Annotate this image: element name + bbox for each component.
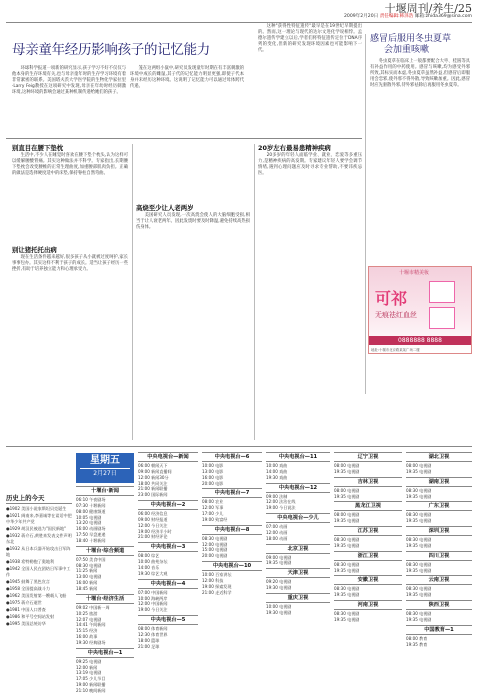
tv-program-row: 08:00 体育新闻 [138,626,168,632]
article-4: 20岁左右最易患精神疾病 20多岁的年轻人面临学业、就业、恋爱等多重压力,是精神疾病的高发期。专家建议年轻人要学会调节情绪,遇到心理问题应及时寻求专业帮助,不要讳疾忌医。 [258,144,362,176]
tv-program-row: 19:35 电视剧 [406,468,432,474]
section-rule [6,138,362,139]
tv-channel-name: 天津卫视 [266,568,330,578]
tv-program-row: 21:10 晚间新闻 [76,687,106,693]
lead-col-2: 笼在这两组小鼠中,研究员发现童年时期在有丰富刺激的环境中成长的雌鼠,其子代的记忆能力明显更强,即使子代本身并未经历这种环境。这说明了记忆能力可以通过母体跨代传递。 [130,66,244,89]
tv-channel-name: 安徽卫视 [334,575,402,585]
tv-program-row: 19:35 电视剧 [406,542,432,548]
tv-program-row: 15:00 电视剧 [202,547,228,553]
tv-program-row: 08:00 电视剧 [406,463,432,468]
tv-channel-name: 中央电视台—5 [138,615,198,625]
tv-program-row: 19:35 电视剧 [334,616,360,622]
tv-channel-name: 中央电视台—11 [266,452,330,462]
column-divider [254,144,255,440]
tv-channel-name: 北京卫视 [266,544,330,554]
tv-program-row: 08:30 电视剧 [406,561,432,567]
tv-program-row: 08:30 电视剧 [334,586,360,592]
tv-program-row: 07:30 十堰新闻 [76,502,106,508]
tv-program-row: 19:35 电视剧 [406,592,432,598]
lead-col-3: 这种"获得性特征遗传"最早是在19世纪早期提出的。然而,这一理论与现代的达尔文进化学说相悖。孟德尔遗传学建立以后,学者们将特征遗传定位于DNA序列的变化,但新的研究发现环境因素也可能影响下一代。 [258,24,362,53]
tv-program-row: 18:00 共同关注 [138,480,168,486]
tv-channel-name: 中央电视台—3 [138,542,198,552]
tv-listing-col-6 [406,450,472,690]
tv-channel-name: 广东卫视 [406,501,472,511]
tv-program-row: 08:00 电视剧 [334,512,360,518]
history-list [6,506,72,627]
article-3: 高烧至少让人老两岁 美国研究人员发现,一次高烧会使人的大脑细胞受损,相当于让人衰老两年。因此发烧时要及时降温,避免持续高热损伤身体。 [136,204,250,230]
tv-program-row: 06:00 朝闻天下 [138,463,168,468]
article-title: 高烧至少让人老两岁 [136,204,194,212]
tv-program-row: 17:00 少儿 [202,511,224,517]
tv-program-row: 19:35 电视剧 [334,592,360,598]
tv-listing-col-4 [266,450,330,690]
tv-program-row: 19:35 教育 [406,641,428,647]
sidebar-title-2: 会加重咳嗽 [384,45,430,55]
tv-channel-name: 中央电视台—4 [138,579,198,589]
tv-program-row: 18:45 新闻 [76,585,98,591]
tv-program-row: 19:35 电视剧 [334,493,360,499]
tv-program-row: 10:00 曲苑杂坛 [138,559,168,565]
tv-program-row: 12:00 科技 [202,577,224,583]
editor-email: 邮箱:zhida369@sina.com [414,14,472,19]
article-title: 别直目在腰下垫枕 [12,144,64,152]
article-title: 20岁左右最易患精神疾病 [258,144,331,152]
tv-program-row: 08:00 综艺 [138,553,160,559]
tv-program-row: 10:00 百家讲坛 [202,572,232,578]
history-item: ●1986 和平号空间站发射 [6,614,55,619]
tv-program-row: 19:35 电视剧 [334,468,360,474]
tv-channel-name: 十堰台·经济生活 [76,594,134,604]
history-title: 历史上的今天 [6,494,72,504]
tv-program-row: 19:35 电视剧 [406,493,432,499]
tv-program-row: 21:00 新闻联播 [138,486,168,492]
tv-program-row: 12:00 法治在线 [266,499,296,505]
page-header [0,0,478,22]
tv-program-row: 08:30 电视剧 [334,537,360,543]
ad-photo [429,281,455,303]
tv-channel-name: 十堰台·综合频道 [76,546,134,556]
tv-channel-name: 中央电视台—12 [266,483,330,493]
ad-photo [429,307,455,329]
tv-program-row: 08:30 电视剧 [406,586,432,592]
tv-program-row: 19:35 电视剧 [334,567,360,573]
tv-channel-name: 中央电视台—10 [202,561,262,571]
tv-program-row: 12:00 新闻30分 [138,474,169,480]
tv-program-row: 18:40 十堰新闻 [76,537,106,543]
tv-program-row: 08:30 电视剧 [76,562,102,568]
beauty-advertisement [368,266,472,354]
article-title: 别让猪托托出病 [12,246,57,254]
tv-program-row: 09:20 电视剧 [266,579,292,585]
tv-program-row: 13:20 电视剧 [76,520,102,526]
tv-program-row: 16:00 电影 [202,474,224,480]
tv-channel-name: 中央电视台—1 [76,648,134,658]
article-1: 别直目在腰下垫枕 生活中,不少人在睡觉时喜欢在腰下垫个枕头,认为这样可以缓解腰酸背痛。其实这种做法并不科学。专家指出,长期腰下垫枕会改变腰椎的正常生理曲度,加重腰部肌肉负担。正确的做法是选择硬度适中的床垫,保持脊柱自然弯曲。 [12,144,128,176]
history-item: ●1995 美国总统访华 [6,621,46,626]
tv-program-row: 12:00 新闻 [76,664,98,670]
tv-program-row: 19:35 电视剧 [266,560,292,566]
tv-program-row: 19:00 探索发现 [202,583,232,589]
tv-program-row: 19:35 电视剧 [334,542,360,548]
editor-label: 责任编辑:韩泽浩 [379,14,414,19]
ad-subheadline: 无痕祛红血丝 [375,311,417,319]
tv-program-row: 19:35 电视剧 [406,567,432,573]
tv-program-row: 12:00 中国新闻 [138,601,168,607]
tv-channel-name: 云南卫视 [406,575,472,585]
column-divider [132,144,133,440]
history-today [6,494,72,689]
header-rule [6,22,472,23]
tv-program-row: 21:00 财经评论 [138,534,168,540]
tv-program-row: 21:00 走近科学 [202,589,232,595]
history-item: ●1932 蒋介石,黄胜来发表文件声明东北 [6,533,72,544]
tv-program-row: 19:35 电视剧 [334,518,360,524]
tv-program-row: 09:00 新闻直播间 [138,468,172,474]
header-meta [344,14,472,20]
tv-program-row: 10:00 海峡两岸 [138,595,168,601]
tv-program-row: 18:00 篮球 [138,637,160,643]
tv-channel-name: 中央电视台—少儿 [266,513,330,523]
history-item: ●1938 希特勒抱了奥地利 [6,559,55,564]
tv-program-row: 15:15 经济 [76,628,98,634]
tv-program-row: 09:00 财经报道 [138,516,168,522]
history-item: ●1932 从日本兵器开始攻击日军阵地 [6,546,71,557]
tv-program-row: 14:00 戏曲 [266,468,288,474]
tv-program-row: 12:00 电视剧 [202,541,228,547]
tv-channel-name: 辽宁卫视 [334,452,402,462]
tv-program-row: 19:00 经济半小时 [138,528,172,534]
tv-program-row: 07:00 中国新闻 [138,589,168,595]
tv-program-row: 08:30 电视剧 [406,537,432,543]
sidebar-body: 冬虫夏草在临床上一般都要配合大枣、桂圆等具有补益作用的中药使用。感冒与咳嗽,均为感受外邪所致,其标实而本虚,冬虫夏草虽然补益,但感冒后即服用会恋邪,使外邪不得外散,导致咳嗽加重。因此,感冒时应先驱散外邪,待外邪祛除后再服用冬虫夏草。 [370,59,470,88]
tv-channel-name: 重庆卫视 [266,593,330,603]
tv-channel-name: 十堰台·新闻 [76,486,134,496]
tv-program-row: 19:35 电视剧 [406,518,432,524]
tv-day-box [76,453,134,483]
sidebar-title-1: 感冒后服用冬虫夏草 [370,34,452,44]
tv-program-row: 19:30 经典剧场 [76,639,106,645]
tv-program-row: 10:00 电影 [202,463,224,468]
tv-listing-col-2 [138,450,198,690]
article-2: 别让猪托托出病 现在生活条件越来越好,很多孩子从小就被过度呵护,家长事事包办。其实这样不利于孩子的成长。适当让孩子经历一些挫折,有助于培养独立能力和心理承受力。 [12,246,129,272]
tv-channel-name: 湖南卫视 [406,477,472,487]
ad-phone: 0888888 8888 [369,336,471,345]
tv-program-row: 19:00 今日关注 [138,607,168,613]
tv-program-row: 13:00 电视剧 [76,574,102,580]
tv-channel-name: 四川卫视 [406,551,472,561]
tv-section-rule [6,446,472,447]
tv-program-row: 14:41 午间新闻 [76,622,106,628]
tv-program-row: 19:30 综艺大观 [138,570,168,576]
tv-program-row: 10:00 电视剧 [266,603,292,609]
history-item: ●1902 美国小说家斯坦贝克诞生 [6,506,67,511]
tv-program-row: 08:00 农业 [202,499,224,505]
issue-date: 2009年2月20日 [343,14,379,19]
history-item: ●1975 蒋介石逝世 [6,600,42,605]
tv-program-row: 11:25 新闻 [76,568,98,574]
history-item: ●1962 美国发射第一艘载人飞船 [6,593,67,598]
tv-program-row: 08:00 健康频道 [76,508,106,514]
tv-program-row: 17:05 少儿节目 [76,676,106,682]
tv-listing-col-3 [202,450,262,690]
tv-program-row: 08:00 教育 [406,635,428,641]
tv-program-row: 08:30 电视剧 [406,512,432,518]
tv-listing-col-5 [334,450,402,690]
tv-program-row: 08:00 电视剧 [334,487,360,493]
lead-col-1: 环球科学报道一项新的研究显示,孩子学习不好不仅仅与他本身的生存环境有关,也与母亲童年时的生存学习环境有着非常紧密的联系。美国塔夫茨大学医学院的生物化学家拉里·Larry Feig教授在这项研究中发现,母亲在年幼时经历刺激环境,这种环境的影响会通过某种机制传递给她们的孩子。 [12,66,126,95]
tv-program-row: 10:25 旅游 [76,610,98,616]
history-item: ●1921 闽南来,李嘉诚等在谈话中把中华少年共产党 [6,513,72,524]
tv-channel-name: 湖北卫视 [406,452,472,462]
tv-channel-name: 中央电视台—新闻 [138,452,198,462]
tv-program-row: 06:10 午夜剧场 [76,497,106,502]
tv-program-row: 12:07 电视剧 [76,616,102,622]
tv-program-row: 20:00 电视剧 [202,553,228,559]
tv-program-row: 12:00 动画 [266,529,288,535]
tv-program-row: 12:30 体育世界 [138,631,168,637]
tv-program-row: 19:00 致富经 [202,516,228,522]
tv-program-row: 07:50 美食中国 [76,556,106,562]
tv-channel-name: 中央电视台—2 [138,500,198,510]
tv-program-row: 08:30 电视剧 [406,611,432,617]
tv-program-row: 08:30 电视剧 [334,561,360,567]
tv-program-row: 21:00 足球 [138,643,160,649]
tv-channel-name: 深圳卫视 [406,526,472,536]
lead-headline: 母亲童年经历影响孩子的记忆能力 [12,42,210,58]
tv-channel-name: 中国教育—1 [406,625,472,635]
ad-address: 地址:十堰市北京路某某广场二楼 [371,347,420,352]
tv-listing-col-1 [76,484,134,693]
history-item: ●1942 全国人民在团结日军事中工作 [6,566,71,577]
tv-program-row: 13:19 电视剧 [76,670,102,676]
tv-program-row: 08:30 电视剧 [406,487,432,493]
tv-channel-name: 浙江卫视 [334,551,402,561]
tv-program-row: 20:00 电影 [202,480,224,486]
tv-program-row: 17:50 早盘速递 [76,532,106,538]
tv-program-row: 19:30 戏曲 [266,474,288,480]
tv-program-row: 19:35 电视剧 [406,616,432,622]
tv-program-row: 06:00 经济信息 [138,511,168,517]
tv-program-row: 19:00 新闻联播 [76,682,106,688]
history-item: ●1981 中国人口普查 [6,607,46,612]
tv-program-row: 13:00 电影 [202,468,224,474]
tv-program-row: 12:00 军事 [202,505,224,511]
history-item: ●1929 胡汉民被选为"国民新地" [6,526,66,531]
tv-program-row: 10:05 电视剧 [76,514,102,520]
tv-program-row: 16:00 动画剧场 [76,526,106,532]
tv-program-row: 23:00 国际新闻 [138,492,168,498]
ad-brand: 十堰市精美妆 [399,270,430,276]
tv-program-row: 16:00 新闻 [76,580,98,586]
tv-program-row: 19:30 电视剧 [266,585,292,591]
tv-program-row: 09:00 电视剧 [266,554,292,560]
tv-program-row: 10:00 戏曲 [266,463,288,468]
tv-channel-name: 吉林卫视 [334,477,402,487]
ad-headline: 可祁 [375,289,408,308]
tv-program-row: 19:00 今日说法 [266,505,296,511]
tv-channel-name: 陕西卫视 [406,600,472,610]
tv-channel-name: 中央电视台—6 [202,452,262,462]
tv-channel-name: 中央电视台—7 [202,488,262,498]
tv-channel-name: 黑龙江卫视 [334,501,402,511]
tv-channel-name: 江苏卫视 [334,526,402,536]
tv-program-row: 09:02 中国新一周 [76,604,110,610]
tv-program-row: 09:25 电视剧 [76,658,102,664]
tv-program-row: 18:00 动画 [266,535,288,541]
history-item: ●1945 鼓舞了黑色宣言 [6,579,50,584]
tv-program-row: 12:00 今日关注 [138,522,168,528]
tv-program-row: 16:00 故事 [76,634,98,640]
masthead: 十堰周刊/养生/25 [384,2,472,15]
tv-program-row: 08:00 电视剧 [334,463,360,468]
tv-weekday: 星期五 [90,455,120,466]
history-item: ●1958 全国提高战斗力 [6,586,50,591]
tv-channel-name: 中央电视台—8 [202,525,262,535]
tv-program-row: 08:30 电视剧 [334,611,360,617]
tv-program-row: 07:00 动画 [266,524,288,530]
tv-program-row: 14:00 音乐 [138,564,160,570]
tv-program-row: 08:30 电视剧 [202,535,228,541]
tv-channel-name: 河南卫视 [334,600,402,610]
tv-program-row: 09:00 法制 [266,493,288,499]
tv-date: 2月27日 [80,468,130,479]
tv-program-row: 19:30 电视剧 [266,609,292,615]
